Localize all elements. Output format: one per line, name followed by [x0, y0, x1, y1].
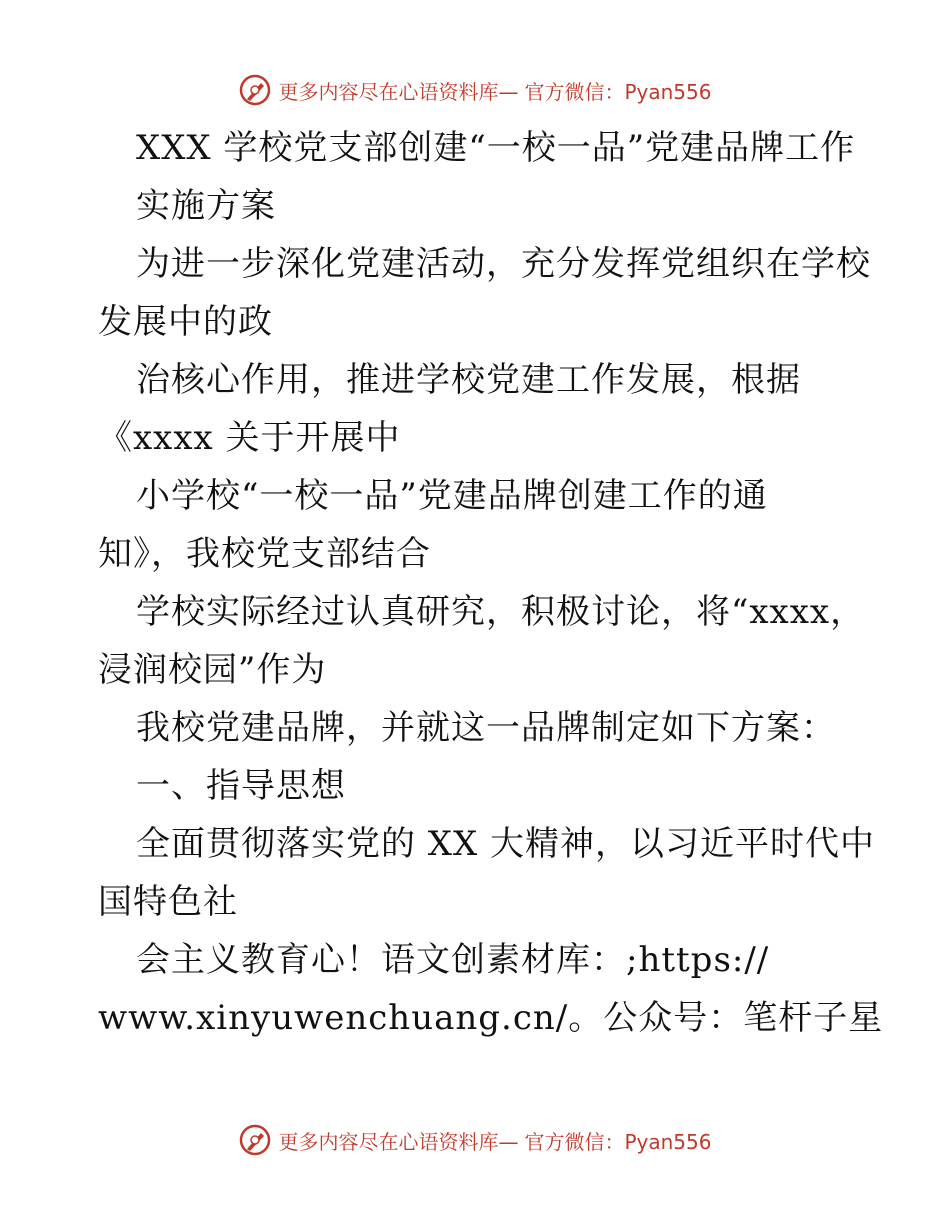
banner-site-text: 更多内容尽在心语资料库— — [278, 1129, 519, 1154]
paragraph-line: 小学校“一校一品”党建品牌创建工作的通 — [136, 476, 768, 516]
footer-watermark-banner — [0, 1120, 950, 1160]
paragraph-line: 发展中的政 — [98, 302, 273, 342]
header-watermark-banner — [0, 70, 950, 110]
paragraph-line: 我校党建品牌，并就这一品牌制定如下方案： — [136, 708, 836, 748]
section-heading: 一、指导思想 — [136, 766, 346, 806]
paragraph-line: 全面贯彻落实党的 XX 大精神，以习近平时代中 — [136, 824, 876, 864]
paragraph-line: 为进一步深化党建活动，充分发挥党组织在学校 — [136, 244, 871, 284]
paragraph-line: www.xinyuwenchuang.cn/。公众号：笔杆子星 — [98, 998, 884, 1038]
paragraph-line: 会主义教育心！语文创素材库：;https:// — [136, 940, 770, 980]
banner-wechat-text: 官方微信：Pyan556 — [524, 1129, 712, 1154]
banner-wechat-text: 官方微信：Pyan556 — [524, 79, 712, 104]
document-title-line-1: XXX 学校党支部创建“一校一品”党建品牌工作 — [136, 128, 856, 168]
document-title-line-2: 实施方案 — [136, 186, 276, 226]
paragraph-line: 治核心作用，推进学校党建工作发展，根据 — [136, 360, 801, 400]
paragraph-line: 浸润校园”作为 — [98, 650, 327, 690]
paragraph-line: 国特色社 — [98, 882, 238, 922]
paragraph-line: 知》，我校党支部结合 — [98, 534, 431, 574]
paragraph-line: 学校实际经过认真研究，积极讨论，将“xxxx， — [136, 592, 866, 632]
banner-site-text: 更多内容尽在心语资料库— — [278, 79, 519, 104]
pen-logo-icon — [238, 1123, 272, 1157]
pen-logo-icon — [238, 73, 272, 107]
paragraph-line: 《xxxx 关于开展中 — [98, 418, 401, 458]
